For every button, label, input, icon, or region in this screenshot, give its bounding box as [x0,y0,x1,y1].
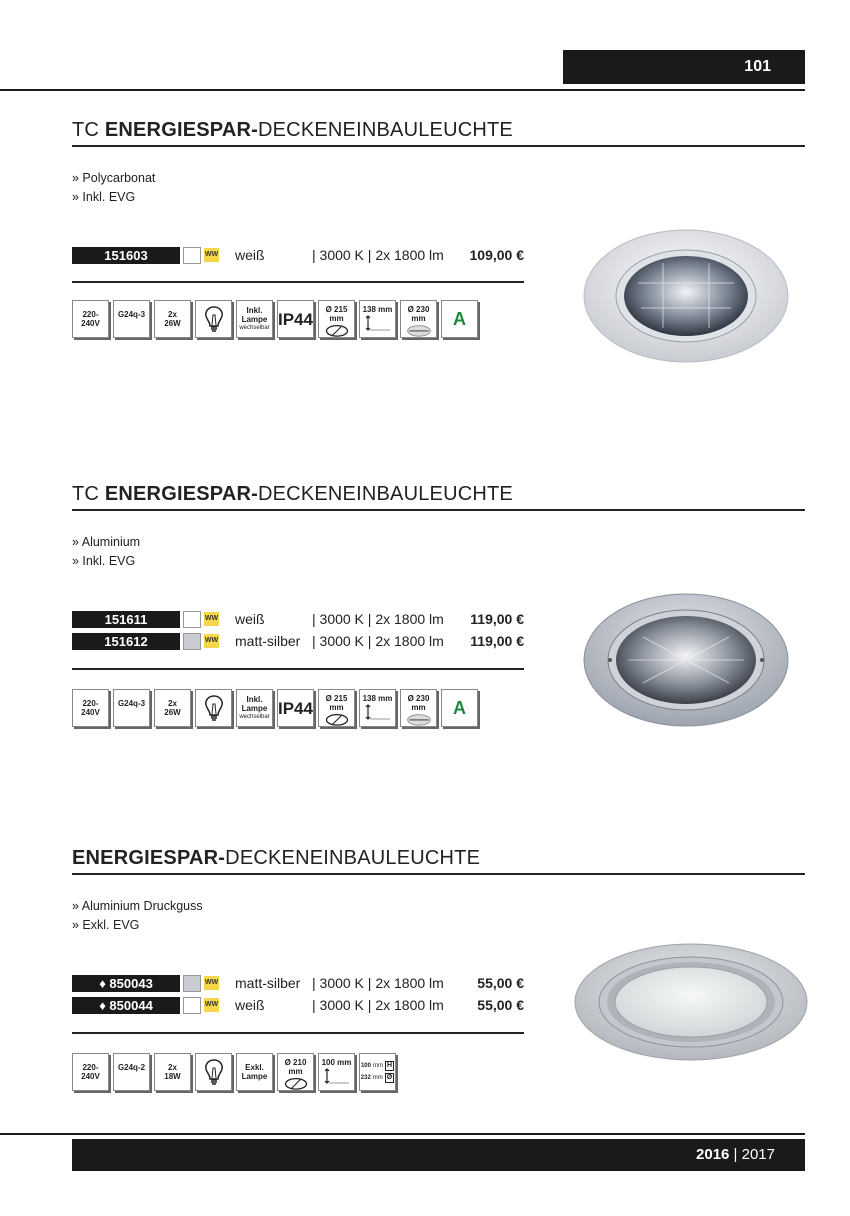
spec-icons [72,1053,400,1091]
footer-year-current: 2016 [696,1146,730,1163]
wattage-icon: 2x 26W [154,689,191,727]
price: 55,00 € [477,997,524,1013]
warm-white-badge: WW [204,998,219,1012]
dimensions-icon: 100 mm H 232 mm Ø [359,1053,396,1091]
variant-table [72,245,524,267]
feature-item: » Inkl. EVG [72,554,136,568]
title-rule [72,145,805,147]
table-rule [72,668,524,670]
cutout-diameter-icon: Ø 215 mm [318,689,355,727]
height-icon: 100 mm [318,1053,355,1091]
price: 109,00 € [469,247,524,263]
light-spec: | 3000 K | 2x 1800 lm [312,633,444,649]
cutout-diameter-icon: Ø 210 mm [277,1053,314,1091]
price: 55,00 € [477,975,524,991]
light-spec: | 3000 K | 2x 1800 lm [312,611,444,627]
voltage-icon: 220- 240V [72,300,109,338]
height-icon: 138 mm [359,689,396,727]
feature-item: » Inkl. EVG [72,190,136,204]
lamp-excluded-icon: Exkl. Lampe [236,1053,273,1091]
feature-item: » Polycarbonat [72,171,156,185]
finish-color: weiß [235,247,265,263]
color-swatch [183,247,201,264]
wattage-icon: 2x 26W [154,300,191,338]
section-title: TC ENERGIESPAR-DECKENEINBAULEUCHTE [72,483,513,505]
footer-bar [72,1139,805,1171]
section-title: TC ENERGIESPAR-DECKENEINBAULEUCHTE [72,119,513,141]
socket-icon: G24q-3 [113,689,150,727]
outer-diameter-icon: Ø 230 mm [400,300,437,338]
height-icon: 138 mm [359,300,396,338]
title-rule [72,873,805,875]
color-swatch [183,975,201,992]
title-rule [72,509,805,511]
feature-item: » Aluminium Druckguss [72,899,203,913]
article-code: ♦ 850044 [72,997,180,1014]
product-section-1 [72,117,805,331]
feature-list [72,533,140,571]
finish-color: weiß [235,611,265,627]
feature-list [72,897,203,935]
lamp-included-icon: Inkl. Lampe wechselbar [236,689,273,727]
socket-icon: G24q-2 [113,1053,150,1091]
article-code: 151611 [72,611,180,628]
warm-white-badge: WW [204,634,219,648]
light-spec: | 3000 K | 2x 1800 lm [312,975,444,991]
table-rule [72,281,524,283]
product-image-2 [583,592,789,728]
price: 119,00 € [470,611,524,627]
wattage-icon: 2x 18W [154,1053,191,1091]
bulb-icon [195,689,232,727]
product-section-2 [72,481,805,720]
top-rule [0,89,805,91]
feature-item: » Aluminium [72,535,141,549]
warm-white-badge: WW [204,248,219,262]
bulb-icon [195,300,232,338]
ip44-icon: IP44 [277,689,314,727]
feature-list [72,169,155,207]
warm-white-badge: WW [204,612,219,626]
variant-row [72,995,524,1016]
voltage-icon: 220- 240V [72,689,109,727]
socket-icon: G24q-3 [113,300,150,338]
article-code: ♦ 850043 [72,975,180,992]
table-rule [72,1032,524,1034]
page-number: 101 [744,58,771,75]
bottom-rule [0,1133,805,1135]
finish-color: weiß [235,997,265,1013]
color-swatch [183,611,201,628]
color-swatch [183,633,201,650]
ip44-icon: IP44 [277,300,314,338]
light-spec: | 3000 K | 2x 1800 lm [312,997,444,1013]
variant-row [72,245,524,266]
price: 119,00 € [470,633,524,649]
spec-icons [72,689,482,727]
footer-year-next: | 2017 [729,1146,775,1163]
article-code: 151603 [72,247,180,264]
variant-table [72,973,524,1017]
variant-table [72,609,524,653]
page-number-bar [563,50,805,84]
color-swatch [183,997,201,1014]
spec-icons [72,300,482,338]
product-image-3 [573,942,809,1064]
energy-class-icon: A [441,300,478,338]
section-title: ENERGIESPAR-DECKENEINBAULEUCHTE [72,847,481,869]
warm-white-badge: WW [204,976,219,990]
article-code: 151612 [72,633,180,650]
variant-row [72,609,524,630]
energy-class-icon: A [441,689,478,727]
variant-row [72,631,524,652]
voltage-icon: 220- 240V [72,1053,109,1091]
variant-row [72,973,524,994]
light-spec: | 3000 K | 2x 1800 lm [312,247,444,263]
outer-diameter-icon: Ø 230 mm [400,689,437,727]
finish-color: matt-silber [235,975,301,991]
bulb-icon [195,1053,232,1091]
product-image-1 [583,228,789,364]
cutout-diameter-icon: Ø 215 mm [318,300,355,338]
finish-color: matt-silber [235,633,301,649]
feature-item: » Exkl. EVG [72,918,140,932]
product-section-3 [72,845,805,1081]
lamp-included-icon: Inkl. Lampe wechselbar [236,300,273,338]
